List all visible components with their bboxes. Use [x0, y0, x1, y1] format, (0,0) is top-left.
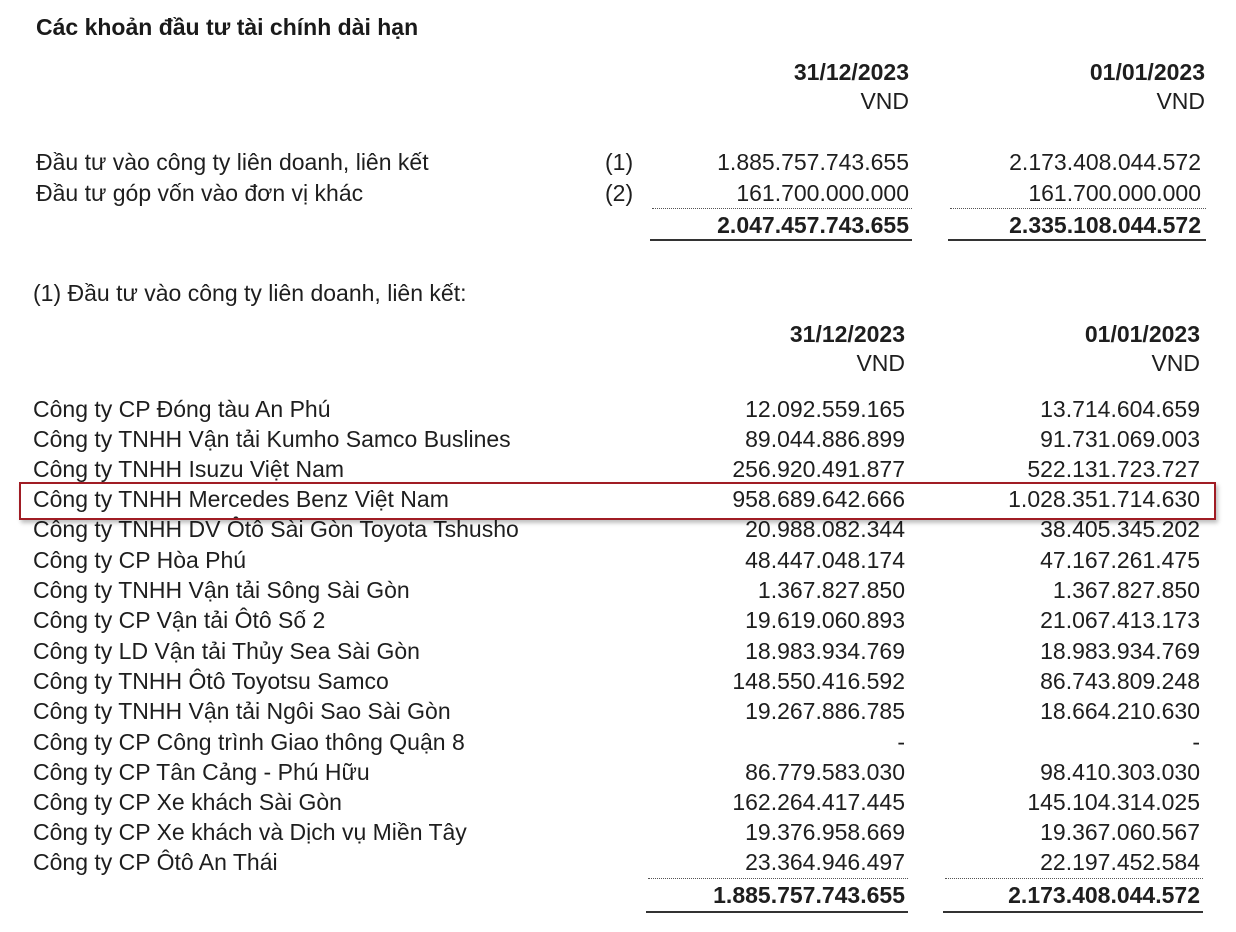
value-2023-12-31: 23.364.946.497 [745, 849, 905, 875]
company-name: Công ty CP Vận tải Ôtô Số 2 [33, 607, 326, 633]
summary-row [0, 147, 1236, 177]
col2-unit: VND [1151, 350, 1200, 376]
value-2023-12-31: 89.044.886.899 [745, 426, 905, 452]
table-row [0, 666, 1236, 696]
value-2023-12-31: 256.920.491.877 [732, 456, 905, 482]
value-2023-12-31: 86.779.583.030 [745, 759, 905, 785]
value-2023-12-31: 148.550.416.592 [732, 668, 905, 694]
value-2023-01-01: 19.367.060.567 [1040, 819, 1200, 845]
value-2023-01-01: 86.743.809.248 [1040, 668, 1200, 694]
col1-date: 31/12/2023 [789, 321, 905, 347]
detail-total-row [0, 880, 1236, 910]
total-value-2023-12-31: 1.885.757.743.655 [713, 882, 905, 908]
total-rule [943, 911, 1203, 913]
company-name: Công ty CP Ôtô An Thái [33, 849, 278, 875]
row-ref: (1) [605, 149, 634, 175]
company-name: Công ty CP Đóng tàu An Phú [33, 396, 331, 422]
value-2023-01-01: 38.405.345.202 [1040, 516, 1200, 542]
table-row [0, 514, 1236, 544]
table-row-highlighted [0, 484, 1236, 514]
total-rule [646, 911, 908, 913]
value-2023-12-31: - [897, 729, 905, 755]
value-2023-01-01: 1.028.351.714.630 [1008, 486, 1200, 512]
company-name: Công ty CP Tân Cảng - Phú Hữu [33, 759, 370, 785]
total-rule [650, 239, 912, 241]
table-row [0, 696, 1236, 726]
company-name: Công ty TNHH Vận tải Kumho Samco Buslines [33, 426, 511, 452]
summary-total-row [0, 210, 1236, 240]
col2-date: 01/01/2023 [1084, 321, 1200, 347]
value-2023-01-01: 22.197.452.584 [1040, 849, 1200, 875]
subtotal-rule [648, 878, 908, 879]
row-label: Đầu tư vào công ty liên doanh, liên kết [36, 149, 429, 175]
value-2023-12-31: 19.376.958.669 [745, 819, 905, 845]
value-2023-12-31: 162.264.417.445 [732, 789, 905, 815]
value-2023-12-31: 12.092.559.165 [745, 396, 905, 422]
col1-unit: VND [856, 350, 905, 376]
company-name: Công ty TNHH Ôtô Toyotsu Samco [33, 668, 389, 694]
table-row [0, 757, 1236, 787]
row-value-2023-12-31: 161.700.000.000 [736, 180, 909, 206]
total-value-2023-01-01: 2.173.408.044.572 [1008, 882, 1200, 908]
table-row [0, 454, 1236, 484]
value-2023-12-31: 19.619.060.893 [745, 607, 905, 633]
company-name: Công ty LD Vận tải Thủy Sea Sài Gòn [33, 638, 420, 664]
col1-date: 31/12/2023 [793, 59, 909, 85]
value-2023-12-31: 18.983.934.769 [745, 638, 905, 664]
row-value-2023-01-01: 161.700.000.000 [1028, 180, 1201, 206]
value-2023-01-01: 522.131.723.727 [1027, 456, 1200, 482]
subtotal-rule [945, 878, 1203, 879]
col1-unit: VND [860, 88, 909, 114]
value-2023-12-31: 1.367.827.850 [757, 577, 905, 603]
company-name: Công ty TNHH DV Ôtô Sài Gòn Toyota Tshusho [33, 516, 519, 542]
value-2023-01-01: 1.367.827.850 [1052, 577, 1200, 603]
table-row [0, 636, 1236, 666]
company-name: Công ty CP Xe khách Sài Gòn [33, 789, 342, 815]
company-name: Công ty TNHH Mercedes Benz Việt Nam [33, 486, 449, 512]
value-2023-12-31: 958.689.642.666 [732, 486, 905, 512]
section-title: Các khoản đầu tư tài chính dài hạn [36, 14, 419, 40]
table-row [0, 787, 1236, 817]
company-name: Công ty CP Công trình Giao thông Quận 8 [33, 729, 465, 755]
col2-header [1090, 58, 1205, 116]
subtotal-rule [652, 208, 912, 209]
company-name: Công ty TNHH Vận tải Ngôi Sao Sài Gòn [33, 698, 451, 724]
summary-row [0, 178, 1236, 208]
value-2023-01-01: 13.714.604.659 [1040, 396, 1200, 422]
value-2023-01-01: 18.664.210.630 [1040, 698, 1200, 724]
col1-header [794, 58, 909, 116]
row-value-2023-01-01: 2.173.408.044.572 [1009, 149, 1201, 175]
value-2023-12-31: 20.988.082.344 [745, 516, 905, 542]
table-row [0, 847, 1236, 877]
col2-unit: VND [1156, 88, 1205, 114]
value-2023-01-01: 21.067.413.173 [1040, 607, 1200, 633]
value-2023-12-31: 48.447.048.174 [745, 547, 905, 573]
table-row [0, 575, 1236, 605]
table-row [0, 394, 1236, 424]
value-2023-01-01: 47.167.261.475 [1040, 547, 1200, 573]
value-2023-01-01: 18.983.934.769 [1040, 638, 1200, 664]
table-row [0, 545, 1236, 575]
company-name: Công ty CP Hòa Phú [33, 547, 247, 573]
value-2023-01-01: 145.104.314.025 [1027, 789, 1200, 815]
table-row [0, 605, 1236, 635]
value-2023-12-31: 19.267.886.785 [745, 698, 905, 724]
company-name: Công ty CP Xe khách và Dịch vụ Miền Tây [33, 819, 467, 845]
value-2023-01-01: - [1192, 729, 1200, 755]
table-row [0, 424, 1236, 454]
table-row [0, 727, 1236, 757]
detail-heading: (1) Đầu tư vào công ty liên doanh, liên kết: [33, 280, 467, 306]
value-2023-01-01: 91.731.069.003 [1040, 426, 1200, 452]
table-row [0, 817, 1236, 847]
subtotal-rule [950, 208, 1206, 209]
total-value-2023-01-01: 2.335.108.044.572 [1009, 212, 1201, 238]
total-rule [948, 239, 1206, 241]
row-value-2023-12-31: 1.885.757.743.655 [717, 149, 909, 175]
row-label: Đầu tư góp vốn vào đơn vị khác [36, 180, 364, 206]
col2-date: 01/01/2023 [1089, 59, 1205, 85]
total-value-2023-12-31: 2.047.457.743.655 [717, 212, 909, 238]
value-2023-01-01: 98.410.303.030 [1040, 759, 1200, 785]
row-ref: (2) [605, 180, 634, 206]
company-name: Công ty TNHH Isuzu Việt Nam [33, 456, 345, 482]
company-name: Công ty TNHH Vận tải Sông Sài Gòn [33, 577, 410, 603]
col1-header [790, 320, 905, 378]
col2-header [1085, 320, 1200, 378]
